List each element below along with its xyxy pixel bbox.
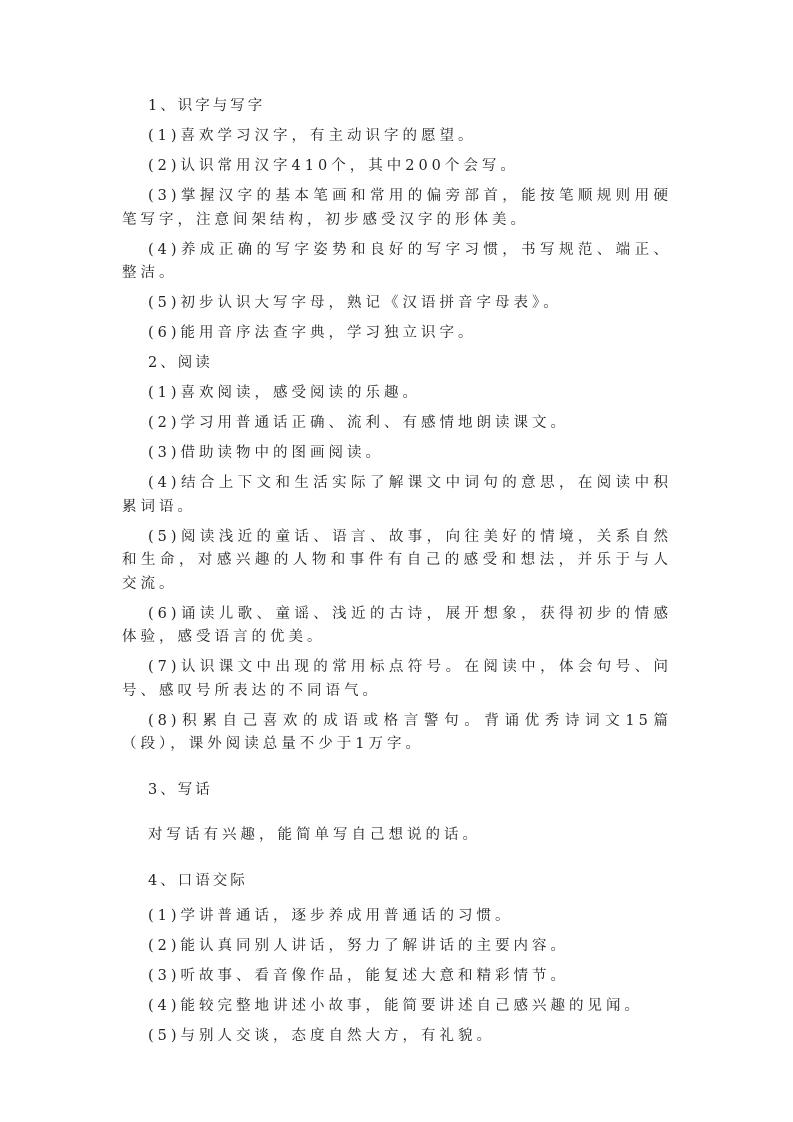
paragraph: (3)借助读物中的图画阅读。 [148, 445, 385, 461]
paragraph: (2)认识常用汉字410个，其中200个会写。 [148, 158, 519, 174]
section-heading: 4、口语交际 [148, 872, 248, 889]
paragraph: (6)诵读儿歌、童谣、浅近的古诗，展开想象，获得初步的情感体验，感受语言的优美。 [122, 605, 672, 645]
paragraph: (6)能用音序法查字典，学习独立识字。 [148, 325, 477, 341]
paragraph: 对写话有兴趣，能简单写自己想说的话。 [148, 827, 481, 843]
paragraph: (4)养成正确的写字姿势和良好的写字习惯，书写规范、端正、整洁。 [122, 241, 672, 281]
paragraph: (4)能较完整地讲述小故事，能简要讲述自己感兴趣的见闻。 [148, 998, 644, 1014]
paragraph: (8)积累自己喜欢的成语或格言警句。背诵优秀诗词文15篇（段），课外阅读总量不少于1万字。 [122, 712, 672, 752]
paragraph: (5)阅读浅近的童话、语言、故事，向往美好的情境，关系自然和生命，对感兴趣的人物和事件有自己的感受和想法，并乐于与人交流。 [122, 528, 672, 592]
paragraph: (5)与别人交谈，态度自然大方，有礼貌。 [148, 1028, 496, 1044]
document-page [122, 95, 672, 1055]
section-heading: 2、阅读 [148, 355, 213, 371]
paragraph: (1)喜欢阅读，感受阅读的乐趣。 [148, 385, 422, 401]
paragraph: (1)喜欢学习汉字，有主动识字的愿望。 [148, 128, 477, 144]
section-heading: 1、识字与写字 [148, 98, 266, 114]
paragraph: (2)学习用普通话正确、流利、有感情地朗读课文。 [148, 415, 570, 431]
paragraph: (3)听故事、看音像作品，能复述大意和精彩情节。 [148, 968, 570, 984]
paragraph: (4)结合上下文和生活实际了解课文中词句的意思，在阅读中积累词语。 [122, 475, 672, 515]
section-heading: 3、写话 [148, 781, 213, 798]
paragraph: (5)初步认识大写字母，熟记《汉语拼音字母表》。 [148, 295, 562, 311]
paragraph: (3)掌握汉字的基本笔画和常用的偏旁部首，能按笔顺规则用硬笔写字，注意间架结构，初步感受汉字的形体美。 [122, 188, 672, 228]
paragraph: (7)认识课文中出现的常用标点符号。在阅读中，体会句号、问号、感叹号所表达的不同语气。 [122, 659, 672, 699]
paragraph: (2)能认真同别人讲话，努力了解讲话的主要内容。 [148, 938, 570, 954]
paragraph: (1)学讲普通话，逐步养成用普通话的习惯。 [148, 908, 514, 924]
